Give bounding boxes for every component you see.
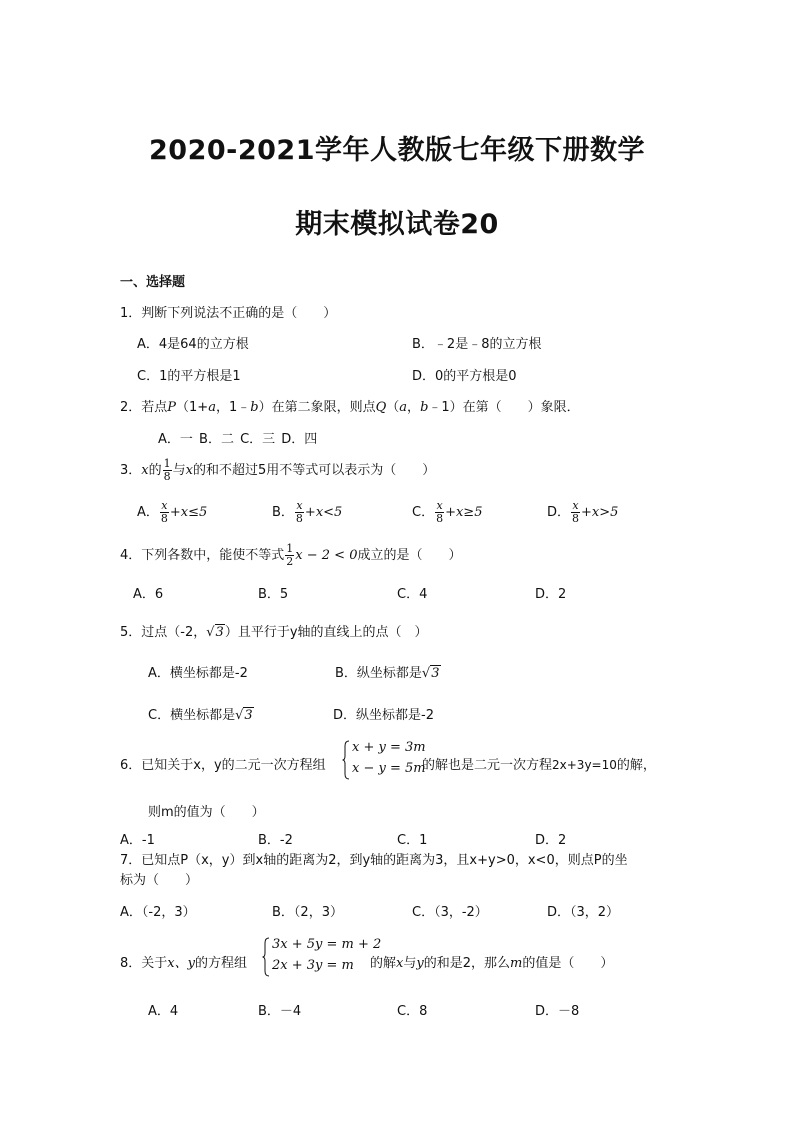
brace-icon <box>262 937 270 977</box>
title-line-1: 2020-2021学年人教版七年级下册数学 <box>149 135 645 166</box>
q4-option-a: A．6 <box>133 587 164 602</box>
q5-option-b: B．纵坐标都是√3 <box>335 666 440 681</box>
brace-icon <box>342 740 350 780</box>
fraction-one-half: $\frac{1}{2}$ <box>286 542 294 568</box>
q7-option-a: A．（-2，3） <box>120 905 196 920</box>
q7-option-d: D．（3，2） <box>547 905 620 920</box>
q6-equation-2: x − y = 5m <box>352 761 426 776</box>
q4-option-b: B．5 <box>258 587 289 602</box>
q8-option-a: A．4 <box>148 1004 179 1019</box>
q1-option-a: A．4是64的立方根 <box>137 337 249 352</box>
q7-option-b: B．（2，3） <box>272 905 343 920</box>
title-line-2: 期末模拟试卷20 <box>295 209 499 240</box>
q5-option-a: A．横坐标都是-2 <box>148 666 248 681</box>
q3-option-b: B． $\frac{x}{8}$ +x<5 <box>272 499 343 525</box>
q6-equation-1: x + y = 3m <box>352 740 426 755</box>
q5-option-c: C．横坐标都是√3 <box>148 708 253 723</box>
q2-options: A．一 B．二 C．三 D．四 <box>158 432 318 447</box>
point-p-label: P <box>167 400 177 415</box>
q8-stem-b: 的解x与y的和是2，那么m的值是（ ） <box>370 956 614 971</box>
q3-option-a: A． $\frac{x}{8}$ +x≤5 <box>137 499 208 525</box>
q4-option-c: C．4 <box>397 587 428 602</box>
q7-stem-line-2: 标为（ ） <box>120 873 199 888</box>
q6-equation-system <box>342 740 426 784</box>
q7-option-c: C．（3，-2） <box>412 905 488 920</box>
q1-option-c: C．1的平方根是1 <box>137 369 241 384</box>
q8-equation-system <box>262 937 382 981</box>
q3-option-c: C． $\frac{x}{8}$ +x≥5 <box>412 499 483 525</box>
q3-option-d: D． $\frac{x}{8}$ +x>5 <box>547 499 619 525</box>
q6-stem-b: 的解也是二元一次方程2x+3y=10的解， <box>422 758 656 773</box>
q1-stem: 1．判断下列说法不正确的是（ ） <box>120 306 337 321</box>
q8-equation-1: 3x + 5y = m + 2 <box>272 937 382 952</box>
q5-stem: 5．过点（-2，√3）且平行于y轴的直线上的点（ ） <box>120 625 428 640</box>
q8-equation-2: 2x + 3y = m <box>272 958 354 973</box>
q3-stem: 3．x的 $\frac{1}{8}$ 与x的和不超过5用不等式可以表示为（ ） <box>120 457 436 483</box>
q6-stem-d: 则m的值为（ ） <box>148 805 265 820</box>
section-heading: 一、选择题 <box>120 275 186 290</box>
q1-option-d: D．0的平方根是0 <box>412 369 517 384</box>
q7-stem-line-1: 7．已知点P（x，y）到x轴的距离为2，到y轴的距离为3，且x+y>0，x<0，则点P的坐 <box>120 853 628 868</box>
q6-option-b: B．-2 <box>258 833 293 848</box>
q6-stem-a: 6．已知关于x，y的二元一次方程组 <box>120 758 326 773</box>
q8-option-b: B．－4 <box>258 1004 302 1019</box>
q4-stem: 4．下列各数中，能使不等式 $\frac{1}{2}$ x − 2 < 0成立的是（ ） <box>120 542 462 568</box>
q5-option-d: D．纵坐标都是-2 <box>333 708 434 723</box>
point-q-label: Q <box>375 400 387 415</box>
q6-option-a: A．-1 <box>120 833 155 848</box>
fraction-one-eighth: $\frac{1}{8}$ <box>163 457 171 483</box>
q6-option-d: D．2 <box>535 833 567 848</box>
q8-option-d: D．－8 <box>535 1004 580 1019</box>
q2-stem: 2．若点P（1+a，1﹣b）在第二象限，则点Q（a，b﹣1）在第（ ）象限． <box>120 400 580 415</box>
sqrt-symbol: √3 <box>206 625 224 640</box>
q8-stem-a: 8．关于x、y的方程组 <box>120 956 247 971</box>
q6-option-c: C．1 <box>397 833 428 848</box>
q8-option-c: C．8 <box>397 1004 428 1019</box>
q1-option-b: B．﹣2是﹣8的立方根 <box>412 337 542 352</box>
q4-option-d: D．2 <box>535 587 567 602</box>
